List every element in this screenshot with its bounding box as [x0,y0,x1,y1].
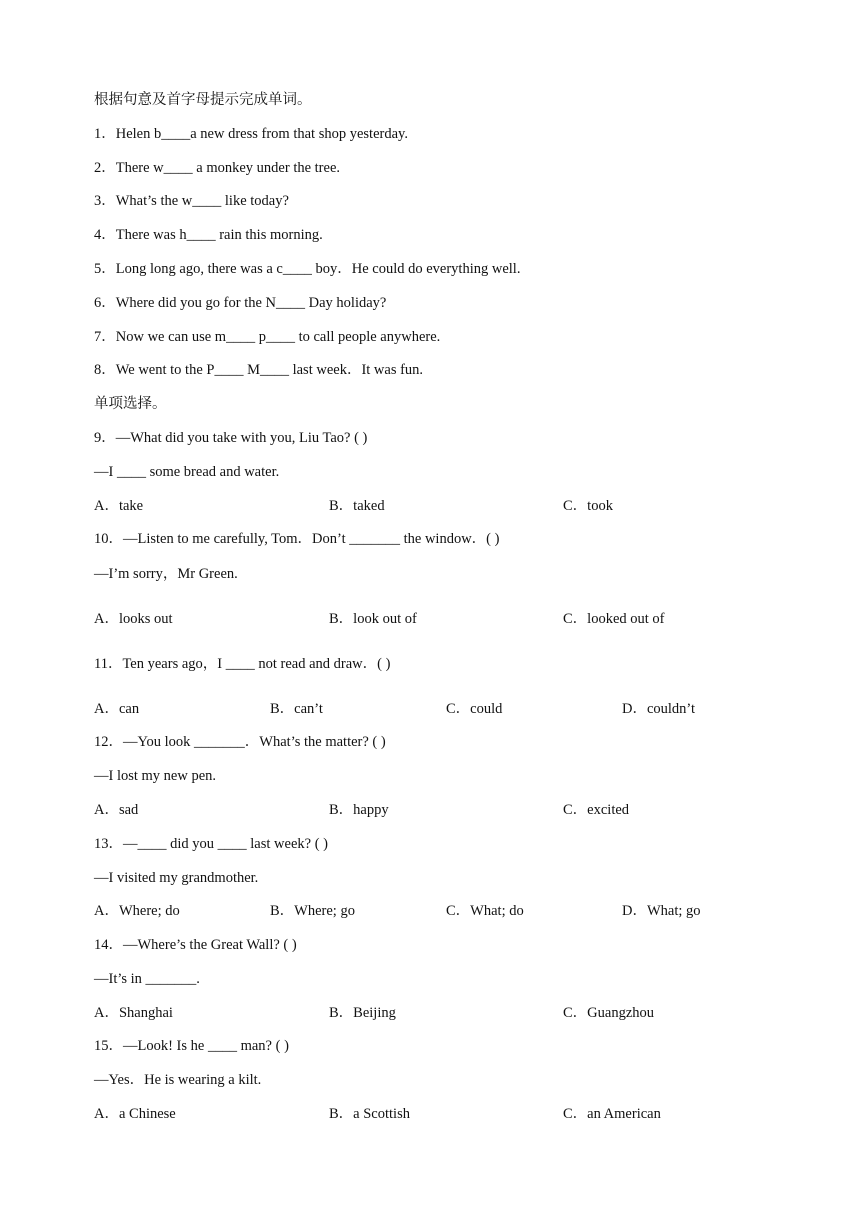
question-13-option-a: A．Where; do [94,903,180,919]
question-12-stem: 12．—You look _______．What’s the matter? ( ) [94,734,386,750]
question-9-answer-line: —I ____ some bread and water. [94,464,280,480]
fill-in-item-4: 4．There was h____ rain this morning. [94,227,323,243]
question-15-option-a: A．a Chinese [94,1106,176,1122]
question-14-stem: 14．—Where’s the Great Wall? ( ) [94,937,297,953]
question-9-option-b: B．taked [329,498,385,514]
choice-instructions: 单项选择。 [94,396,167,412]
question-14-option-a: A．Shanghai [94,1005,173,1021]
question-9-option-a: A．take [94,498,144,514]
question-15-stem: 15．—Look! Is he ____ man? ( ) [94,1038,289,1054]
question-15-option-c: C．an American [563,1106,661,1122]
question-10-stem: 10．—Listen to me carefully, Tom．Don’t _______ the window．( ) [94,531,500,547]
question-10-option-b: B．look out of [329,611,417,627]
question-10-answer-line: —I’m sorry，Mr Green. [94,566,238,582]
fill-in-item-5: 5．Long long ago, there was a c____ boy．He could do everything well. [94,261,521,277]
question-11-option-b: B．can’t [270,701,323,717]
question-13-option-c: C．What; do [446,903,524,919]
question-12-option-a: A．sad [94,802,139,818]
question-11-option-a: A．can [94,701,140,717]
question-10-option-c: C．looked out of [563,611,665,627]
fill-in-item-6: 6．Where did you go for the N____ Day holiday? [94,295,387,311]
question-14-option-b: B．Beijing [329,1005,396,1021]
question-14-option-c: C．Guangzhou [563,1005,655,1021]
question-13-option-d: D．What; go [622,903,701,919]
question-13-stem: 13．—____ did you ____ last week? ( ) [94,836,328,852]
question-12-option-c: C．excited [563,802,630,818]
fill-in-item-8: 8．We went to the P____ M____ last week．It was fun. [94,362,424,378]
fill-in-item-3: 3．What’s the w____ like today? [94,193,289,209]
question-11-option-d: D．couldn’t [622,701,696,717]
question-15-option-b: B．a Scottish [329,1106,410,1122]
question-12-answer-line: —I lost my new pen. [94,768,217,784]
fill-in-item-1: 1．Helen b____a new dress from that shop yesterday. [94,126,408,142]
question-11-stem: 11．Ten years ago，I ____ not read and draw．( ) [94,656,391,672]
question-11-option-c: C．could [446,701,503,717]
question-14-answer-line: —It’s in _______. [94,971,200,987]
question-12-option-b: B．happy [329,802,389,818]
question-9-option-c: C．took [563,498,613,514]
fill-in-item-2: 2．There w____ a monkey under the tree. [94,160,341,176]
question-15-answer-line: —Yes．He is wearing a kilt. [94,1072,262,1088]
question-9-stem: 9．—What did you take with you, Liu Tao? ( ) [94,430,368,446]
question-13-answer-line: —I visited my grandmother. [94,870,259,886]
fill-in-item-7: 7．Now we can use m____ p____ to call people anywhere. [94,329,441,345]
question-10-option-a: A．looks out [94,611,173,627]
question-13-option-b: B．Where; go [270,903,355,919]
fill-in-instructions: 根据句意及首字母提示完成单词。 [94,92,312,108]
